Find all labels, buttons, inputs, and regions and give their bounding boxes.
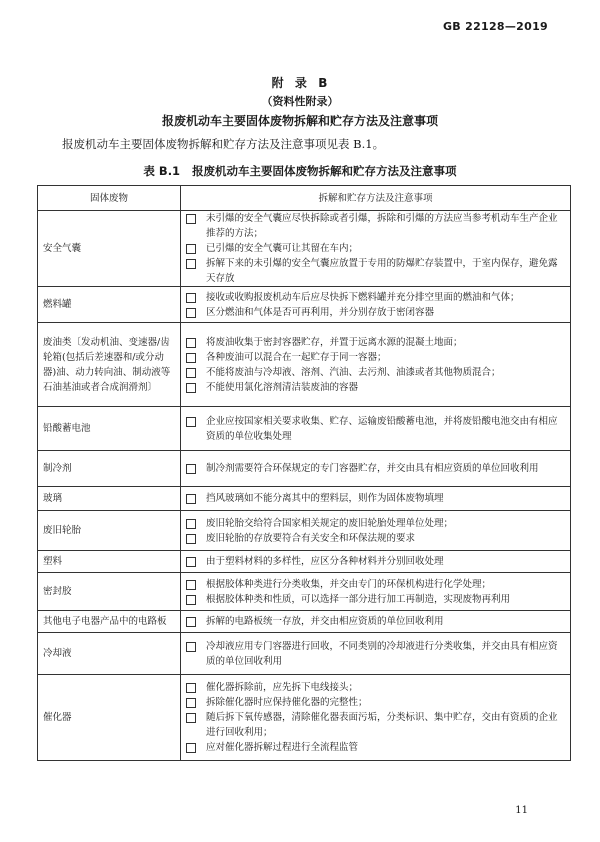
checkbox-icon [186,214,196,224]
method-item [186,290,565,305]
page-number: 11 [515,805,528,816]
waste-category: 废旧轮胎 [38,511,181,551]
method-cell [181,451,571,487]
checkbox-icon [186,743,196,753]
method-cell [181,407,571,451]
table-row [38,511,571,551]
table-caption-text: 报废机动车主要固体废物拆解和贮存方法及注意事项 [192,164,457,178]
method-text: 接收或收购报废机动车后应尽快拆下燃料罐并充分排空里面的燃油和气体； [206,291,520,303]
method-text: 不能使用氯化溶剂清洁装废油的容器 [206,381,359,393]
method-cell [181,287,571,323]
checkbox-icon [186,642,196,652]
standard-code: GB 22128—2019 [442,20,548,33]
method-cell [181,611,571,633]
method-item [186,414,565,444]
waste-category: 燃料罐 [38,287,181,323]
method-cell [181,551,571,573]
method-item [186,256,565,286]
method-item [186,211,565,241]
table-row [38,611,571,633]
checkbox-icon [186,494,196,504]
method-text: 由于塑料材料的多样性，应区分各种材料并分别回收处理 [206,556,444,567]
appendix-heading: 报废机动车主要固体废物拆解和贮存方法及注意事项 [161,114,438,128]
checkbox-icon [186,308,196,318]
method-item [186,554,565,569]
method-text: 废旧轮胎的存放要符合有关安全和环保法规的要求 [206,532,416,544]
method-text: 挡风玻璃如不能分离其中的塑料层，则作为固体废物填埋 [206,493,444,504]
method-item [186,710,565,740]
method-text: 应对催化器拆解过程进行全流程监管 [206,742,359,753]
checkbox-icon [186,383,196,393]
method-text: 拆解的电路板统一存放，并交由相应资质的单位回收利用 [206,616,444,627]
waste-category: 铅酸蓄电池 [38,407,181,451]
checkbox-icon [186,698,196,708]
checkbox-icon [186,617,196,627]
table-caption [0,163,600,179]
method-cell [181,675,571,761]
checkbox-icon [186,580,196,590]
table-row [38,211,571,287]
checkbox-icon [186,293,196,303]
waste-category: 其他电子电器产品中的电路板 [38,611,181,633]
checkbox-icon [186,417,196,427]
table-row [38,675,571,761]
method-text: 未引爆的安全气囊应尽快拆除或者引爆，拆除和引爆的方法应当参考机动车生产企业推荐的方法； [206,213,558,239]
method-item [186,461,565,476]
method-item [186,516,565,531]
method-item [186,740,565,755]
method-text: 拆解下来的未引爆的安全气囊应放置于专用的防爆贮存装置中，于室内保存，避免露天存放 [206,258,558,284]
method-item [186,592,565,607]
method-cell [181,211,571,287]
waste-category: 废油类〔发动机油、变速器/齿轮箱(包括后差速器和/或分动器)油、动力转向油、制动液等石油基油或者合成润滑剂〕 [38,323,181,407]
method-text: 随后拆下氧传感器，清除催化器表面污垢，分类标识、集中贮存，交由有资质的企业进行回收利用； [206,712,558,738]
method-text: 冷却液应用专门容器进行回收，不同类别的冷却液进行分类收集，并交由具有相应资质的单位回收利用 [206,640,558,667]
method-text: 制冷剂需要符合环保规定的专门容器贮存，并交由具有相应资质的单位回收利用 [206,463,539,474]
table-header-row [38,186,571,211]
method-item [186,614,565,629]
checkbox-icon [186,534,196,544]
method-item [186,241,565,256]
method-text: 根据胶体种类进行分类收集，并交由专门的环保机构进行化学处理； [206,578,492,590]
method-text: 废旧轮胎交给符合国家相关规定的废旧轮胎处理单位处理； [206,517,454,529]
checkbox-icon [186,244,196,254]
method-text: 各种废油可以混合在一起贮存于同一容器； [206,351,387,363]
checkbox-icon [186,557,196,567]
waste-category: 玻璃 [38,487,181,511]
method-text: 区分燃油和气体是否可再利用，并分别存放于密闭容器 [206,306,435,318]
method-cell [181,633,571,675]
waste-category: 制冷剂 [38,451,181,487]
waste-category: 催化器 [38,675,181,761]
checkbox-icon [186,683,196,693]
method-item [186,639,565,669]
table-row [38,323,571,407]
table-number: 表 B.1 [143,164,181,178]
table-row [38,487,571,511]
table-row [38,451,571,487]
method-cell [181,573,571,611]
waste-table [37,185,571,761]
method-item [186,577,565,592]
method-text: 催化器拆除前，应先拆下电线接头； [206,682,359,693]
waste-category: 密封胶 [38,573,181,611]
checkbox-icon [186,519,196,529]
method-cell [181,323,571,407]
col-header-methods: 拆解和贮存方法及注意事项 [181,186,571,211]
method-text: 不能将废油与冷却液、溶剂、汽油、去污剂、油漆或者其他物质混合； [206,366,501,378]
checkbox-icon [186,464,196,474]
col-header-waste: 固体废物 [38,186,181,211]
table-row [38,551,571,573]
table-row [38,287,571,323]
checkbox-icon [186,353,196,363]
waste-category: 塑料 [38,551,181,573]
method-item [186,380,565,395]
method-cell [181,511,571,551]
method-text: 将废油收集于密封容器贮存，并置于远离水源的混凝土地面； [206,336,463,348]
checkbox-icon [186,259,196,269]
table-row [38,633,571,675]
method-item [186,695,565,710]
table-row [38,573,571,611]
method-item [186,680,565,695]
table-body [38,211,571,761]
checkbox-icon [186,713,196,723]
appendix-kind: （资料性附录） [261,95,339,108]
appendix-title: 附 录 B [271,76,329,90]
method-item [186,350,565,365]
checkbox-icon [186,595,196,605]
method-text: 已引爆的安全气囊可让其留在车内； [206,243,359,254]
method-text: 企业应按国家相关要求收集、贮存、运输废铅酸蓄电池，并将废铅酸电池交由有相应资质的单位收集处理 [206,415,558,442]
method-item [186,531,565,546]
waste-category: 安全气囊 [38,211,181,287]
method-text: 拆除催化器时应保持催化器的完整性； [206,697,368,708]
method-item [186,335,565,350]
method-item [186,365,565,380]
checkbox-icon [186,368,196,378]
table-row [38,407,571,451]
method-cell [181,487,571,511]
waste-category: 冷却液 [38,633,181,675]
checkbox-icon [186,338,196,348]
intro-paragraph: 报废机动车主要固体废物拆解和贮存方法及注意事项见表 B.1。 [62,137,385,151]
method-item [186,491,565,506]
method-item [186,305,565,320]
method-text: 根据胶体种类和性质，可以选择一部分进行加工再制造，实现废物再利用 [206,593,511,605]
